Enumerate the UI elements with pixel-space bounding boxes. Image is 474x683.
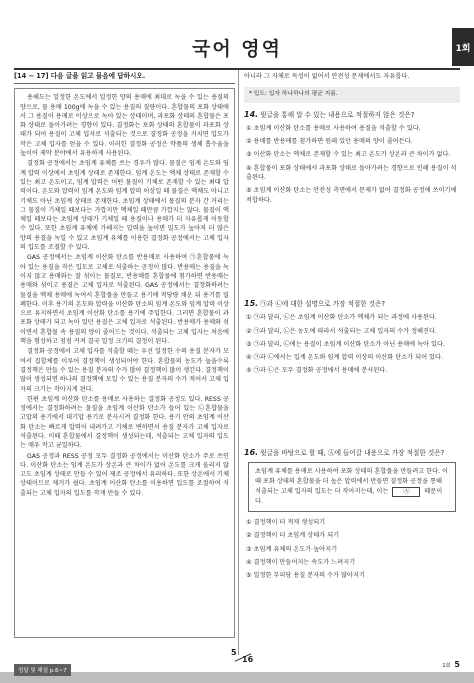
passage-paragraph: 한편 초임계 이산화 탄소를 용매로 사용하는 결정화 공정도 있다. RESS 공정에서는 결정화하려는 물질을 초임계 이산화 탄소가 들어 있는 ㉡혼합물을 고압의 용기에서 대기압 용기로 분사시켜 결정화 한다. 용기 안의 초임계 이산화 탄소는 빠르게 압력이 내려가고 기체로 변하면서 용질 분자가 고체 입자로 석출된다. 이때 혼합물에서 결정핵이 생성되는데, 석출되는 고체 입자의 입도는 매우 작고 균일하다. (20, 395, 229, 450)
answer-option[interactable]: ④ 혼합물이 포화 상태에서 과포화 상태로 돌아가려는 경향으로 인해 용질이 석출된다. (246, 164, 457, 182)
page-header (0, 28, 474, 68)
left-column (14, 72, 235, 638)
reading-passage (14, 88, 235, 638)
footer-page (442, 660, 460, 669)
answer-option[interactable]: ④ ㉠과 ㉡에서는 입계 온도와 임계 압력 이상의 이산화 탄소가 되어 있다. (246, 354, 443, 362)
answer-option[interactable]: ② 용매를 반용매를 첨가하면 원래 있던 용매의 양이 줄어든다. (246, 138, 413, 146)
answer-option[interactable]: ③ 이산화 탄소는 액체로 존재할 수 있는 최고 온도가 상온과 큰 차이가 없다. (246, 151, 451, 159)
question-16 (244, 448, 460, 581)
question-15 (244, 299, 460, 376)
box-text-end: 때문이다. (255, 488, 443, 506)
box-text: 초임계 유체를 용매로 사용하여 포화 상태의 혼합물을 만들려고 한다. 이때 포화 상태의 혼합물을 더 높은 압력에서 만들면 결정화 공정을 통해 석출되는 고체 입자의 입도는 더 작아지는데, 이는 (255, 468, 449, 496)
question-14 (244, 110, 460, 205)
page-number (228, 650, 256, 666)
answer-option[interactable]: ⑤ 초임계 이산화 탄소는 안전성 측면에서 문제가 없어 결정화 공정에 쓰이기에 적합하다. (246, 187, 457, 204)
passage-continuation: 아니라 그 자체로 독성이 없어서 안전성 문제에서도 자유롭다. (244, 73, 410, 80)
reference-box (248, 462, 456, 512)
footer-round: 1회 (442, 663, 451, 669)
answer-option[interactable]: ① 초임계 이산화 탄소를 용매로 사용하여 용질을 석출할 수 있다. (246, 124, 421, 132)
answer-option[interactable]: ③ 초임계 유체의 온도가 높아지기 (246, 545, 338, 553)
answer-blank: Ⓐ (392, 487, 420, 497)
answer-key-ref: 정답 및 해설 p.6~7 (14, 664, 71, 676)
round-badge: 1회 (452, 28, 474, 66)
current-page: 5 (231, 648, 237, 657)
column-divider (238, 70, 239, 655)
right-column (244, 72, 460, 585)
question-prompt: 윗글을 통해 알 수 있는 내용으로 적절하지 않은 것은? (260, 110, 415, 119)
total-pages: 16 (242, 655, 254, 664)
answer-option[interactable]: ④ 결정핵이 만들어지는 속도가 느려지기 (246, 558, 356, 566)
passage-paragraph: GAS 공정에서는 초임계 이산화 탄소를 반용매로 사용하여 ㉠혼합물에 녹아 있는 용질을 작은 입도로 고체로 석출하는 공정이 많다. 반용매는 용질을 녹이지 않고 용매와는 잘 섞이는 물질로, 반용매를 혼합물에 첨가하면 반용매는 용매와 섞이고 용질은 고체 입자로 석출된다. GAS 공정에서는 결정화하려는 물질을 액체 용매에 녹여서 혼합물을 만들고 용기에 적당량 채운 뒤 용기를 밀폐한다. 이후 용기의 온도와 압력을 이산화 탄소의 임계 온도와 임계 압력 이상으로 유지하면서 초임계 이산화 탄소를 용기에 주입한다. 그러면 혼합물이 과포화 상태가 되고 녹아 있던 용질은 고체 입자로 석출된다. 반용매가 용매와 섞이면서 혼합물 속 용질의 양이 줄어드는 것이다. 석출되는 고체 입자는 처음에 핵을 형성하고 점점 커져 결국 일정 크기의 결정이 된다. (20, 254, 229, 346)
footer-bar (0, 672, 474, 683)
page-title: 국어 영역 (191, 38, 283, 60)
footer-page-number: 5 (454, 660, 460, 669)
instruction: [14 ~ 17] 다음 글을 읽고 물음에 답하시오. (14, 72, 235, 84)
passage-paragraph: 결정화 공정에서 고체 입자를 석출할 때는 우선 일정한 수의 용질 분자가 모여서 집합체를 이루어 결정핵이 생성되어야 한다. 혼합물의 농도가 높을수록 결정핵은 만들 수 있는 용질 분자의 수가 많아 결정핵이 많이 생긴다. 결정핵이 많이 생성되면 하나의 결정핵에 모일 수 있는 용질 분자의 수가 적어서 고체 입자의 크기는 작아지게 된다. (20, 348, 229, 393)
footnote: * 입도: 입자 하나하나의 평균 지름. (244, 87, 460, 102)
question-prompt: ㉠과 ㉡에 대한 설명으로 가장 적절한 것은? (260, 299, 385, 308)
answer-option[interactable]: ⑤ ㉠과 ㉡은 모두 결정화 공정에서 용매에 분사된다. (246, 367, 388, 375)
answer-option[interactable]: ② ㉠과 달리, ㉡은 농도에 따라서 석출되는 고체 입자의 수가 정해진다. (246, 327, 437, 335)
question-number: 16. (244, 447, 259, 457)
answer-option[interactable]: ③ ㉠과 달리, ㉡에는 용질이 초임계 이산화 탄소가 아닌 용매에 녹아 있다. (246, 340, 445, 348)
passage-paragraph: GAS 공정과 RESS 공정 모두 결정화 공정에서는 이산화 탄소가 주로 쓰인다. 이산화 탄소는 임계 온도가 상온과 큰 차이가 없어 온도를 크게 올리지 않고도 초임계 상태로 만들 수 있어 제조 공정에서 유리하다. 또한 상온에서 기체 상태이므로 제거가 쉽다. 초임계 이산화 탄소를 이용하면 입도를 조절하여 석출되는 고체 입자의 입도를 작게 만들 수 있다. (20, 452, 229, 497)
header-rule (14, 68, 460, 70)
question-number: 14. (244, 109, 259, 119)
passage-paragraph: 결정화 공정에서는 초임계 유체를 쓰는 경우가 많다. 물질은 임계 온도와 임계 압력 이상에서 초임계 상태로 존재한다. 임계 온도는 액체 상태로 존재할 수 있는 최고 온도이고, 임계 압력은 어떤 물질이 기체로 존재할 수 있는 최대 압력이다. 온도와 압력이 임계 온도와 임계 압력 이상일 때 물질은 액체도 아니고 기체도 아닌 초임계 상태로 존재한다. 초임계 상태에서 물질의 분자 간 거리는 그 물질이 기체일 때보다는 가깝지만 액체일 때만큼 가깝지는 않다. 물질이 액체일 때보다는 초임계 상태가 기체일 때 용질이나 용매가 더 자유롭게 이동할 수 있다. 또한 초임계 유체에 가해지는 압력을 높이면 밀도가 높아져 더 많은 양의 용질을 녹일 수 있고 초임계 유체를 이용한 결정화 공정에서는 고체 입자의 입도를 조절할 수 있다. (20, 160, 229, 252)
question-prompt: 윗글을 바탕으로 할 때, Ⓐ에 들어갈 내용으로 가장 적절한 것은? (260, 448, 445, 457)
question-number: 15. (244, 298, 259, 308)
passage-paragraph: 용해도는 일정한 온도에서 일정한 양의 용매에 최대로 녹을 수 있는 용질의 양으로, 물 용매 100g에 녹을 수 있는 용질의 질량이다. 혼합물의 포화 상태에서 그 용질이 용매로 이상으로 녹아 있는 상태이며, 과포화 상태의 혼합물은 포화 상태로 돌아가려는 경향이 있다. 결정화는 포화 상태의 혼합물이 과포화 상태가 되어 용질이 고체 입자로 석출되는 것으로 결정화 공정을 거치면 입도가 작은 고체 입자를 얻을 수 있다. 이러한 결정화 공정은 약품의 생체 흡수율을 높이어 제약 분야에서 유용하게 사용된다. (20, 94, 229, 158)
answer-option[interactable]: ② 결정핵이 더 초임계 상태가 되기 (246, 532, 340, 540)
answer-option[interactable]: ① ㉠과 달리, ㉡은 초임계 이산화 탄소가 액체가 되는 과정에 사용된다. (246, 314, 437, 322)
answer-option[interactable]: ① 결정핵이 더 적게 생성되기 (246, 519, 326, 527)
answer-option[interactable]: ⑤ 일정한 부피당 용질 분자의 수가 많아지기 (246, 572, 365, 580)
